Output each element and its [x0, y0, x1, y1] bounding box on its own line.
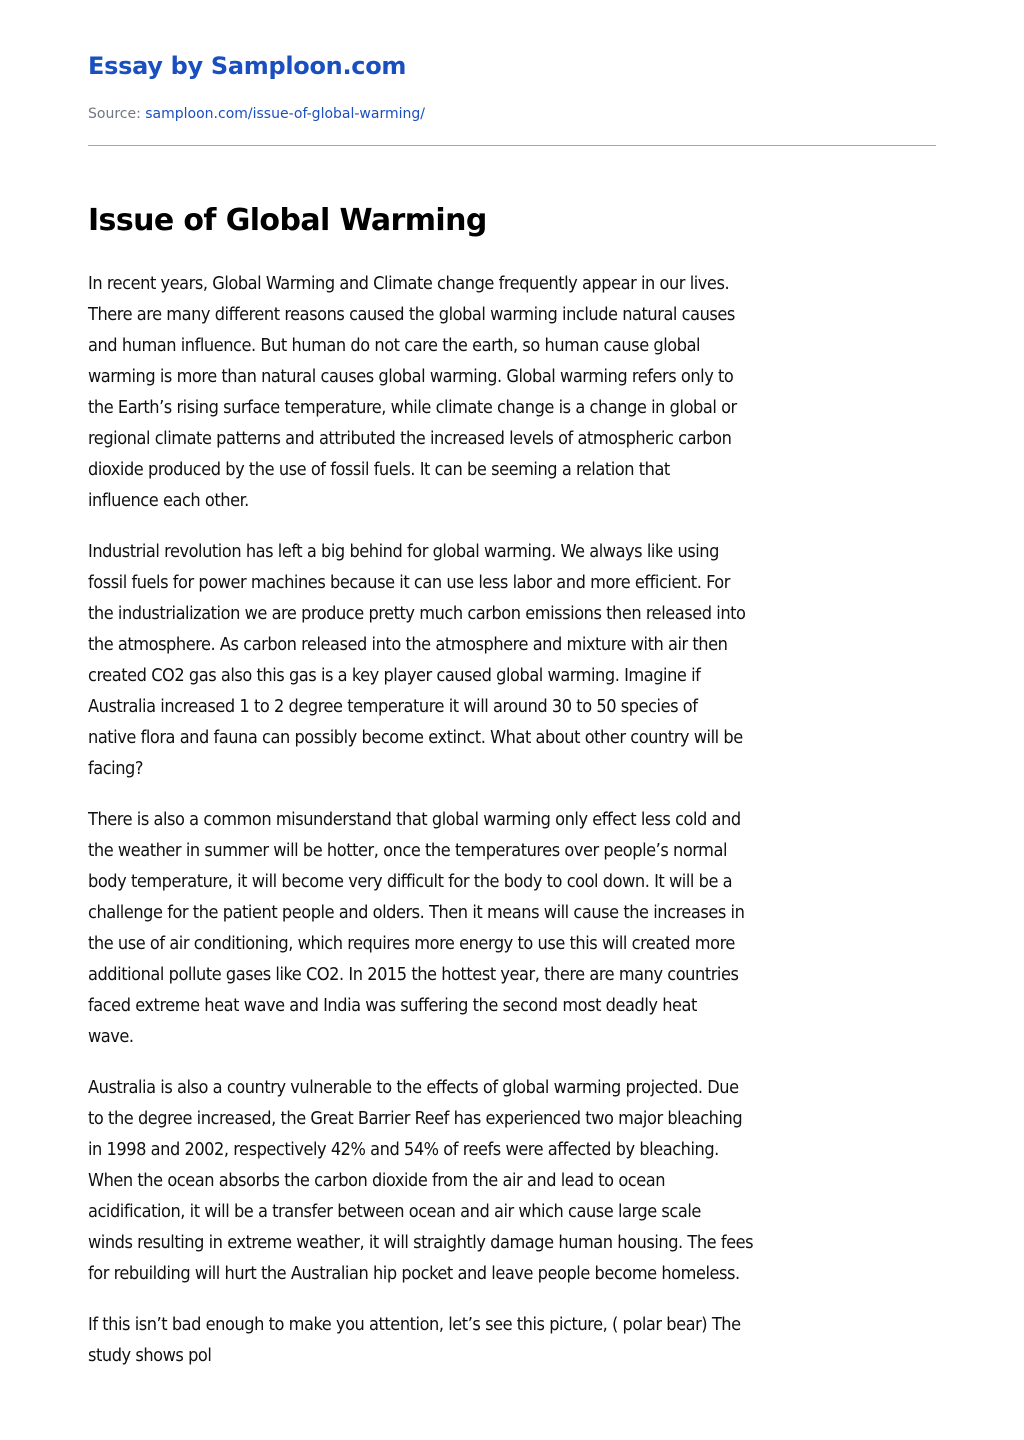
paragraph-1: [88, 268, 936, 516]
text-line: warming is more than natural causes global warming. Global warming refers only to: [88, 366, 734, 387]
text-line: to the degree increased, the Great Barrier Reef has experienced two major bleaching: [88, 1108, 743, 1129]
source-line: [88, 106, 425, 122]
text-line: the use of air conditioning, which requires more energy to use this will created more: [88, 933, 735, 954]
text-line: created CO2 gas also this gas is a key player caused global warming. Imagine if: [88, 665, 701, 686]
text-line: the industrialization we are produce pretty much carbon emissions then released into: [88, 603, 746, 624]
paragraph-3: [88, 804, 936, 1052]
text-line: in 1998 and 2002, respectively 42% and 54% of reefs were affected by bleaching.: [88, 1139, 719, 1160]
text-line: facing?: [88, 758, 144, 779]
text-line: fossil fuels for power machines because it can use less labor and more efficient. For: [88, 572, 730, 593]
text-line: regional climate patterns and attributed the increased levels of atmospheric carbon: [88, 428, 732, 449]
text-line: for rebuilding will hurt the Australian hip pocket and leave people become homeless.: [88, 1263, 740, 1284]
text-line: the atmosphere. As carbon released into the atmosphere and mixture with air then: [88, 634, 728, 655]
text-line: influence each other.: [88, 490, 249, 511]
text-line: acidification, it will be a transfer between ocean and air which cause large scale: [88, 1201, 701, 1222]
text-line: When the ocean absorbs the carbon dioxide from the air and lead to ocean: [88, 1170, 666, 1191]
text-line: winds resulting in extreme weather, it will straightly damage human housing. The fees: [88, 1232, 754, 1253]
essay-body: [88, 268, 936, 1391]
text-line: If this isn’t bad enough to make you attention, let’s see this picture, ( polar bear) The: [88, 1314, 741, 1335]
source-link[interactable]: samploon.com/issue-of-global-warming/: [145, 106, 425, 122]
header-divider: [88, 145, 936, 146]
site-brand: Essay by Samploon.com: [88, 52, 407, 80]
text-line: challenge for the patient people and olders. Then it means will cause the increases in: [88, 902, 745, 923]
paragraph-5: [88, 1309, 936, 1371]
text-line: In recent years, Global Warming and Climate change frequently appear in our lives.: [88, 273, 730, 294]
essay-title: Issue of Global Warming: [88, 203, 487, 238]
text-line: and human influence. But human do not care the earth, so human cause global: [88, 335, 701, 356]
text-line: Australia is also a country vulnerable to the effects of global warming projected. Due: [88, 1077, 739, 1098]
paragraph-4: [88, 1072, 936, 1289]
text-line: the weather in summer will be hotter, once the temperatures over people’s normal: [88, 840, 728, 861]
text-line: the Earth’s rising surface temperature, while climate change is a change in global or: [88, 397, 737, 418]
text-line: faced extreme heat wave and India was suffering the second most deadly heat: [88, 995, 697, 1016]
text-line: dioxide produced by the use of fossil fuels. It can be seeming a relation that: [88, 459, 670, 480]
text-line: study shows pol: [88, 1345, 212, 1366]
text-line: There is also a common misunderstand that global warming only effect less cold and: [88, 809, 741, 830]
text-line: wave.: [88, 1026, 134, 1047]
text-line: native flora and fauna can possibly become extinct. What about other country will be: [88, 727, 743, 748]
text-line: additional pollute gases like CO2. In 2015 the hottest year, there are many countries: [88, 964, 739, 985]
source-label: Source:: [88, 106, 141, 122]
text-line: Industrial revolution has left a big behind for global warming. We always like using: [88, 541, 719, 562]
text-line: There are many different reasons caused the global warming include natural causes: [88, 304, 735, 325]
text-line: body temperature, it will become very difficult for the body to cool down. It will be a: [88, 871, 733, 892]
paragraph-2: [88, 536, 936, 784]
text-line: Australia increased 1 to 2 degree temperature it will around 30 to 50 species of: [88, 696, 698, 717]
